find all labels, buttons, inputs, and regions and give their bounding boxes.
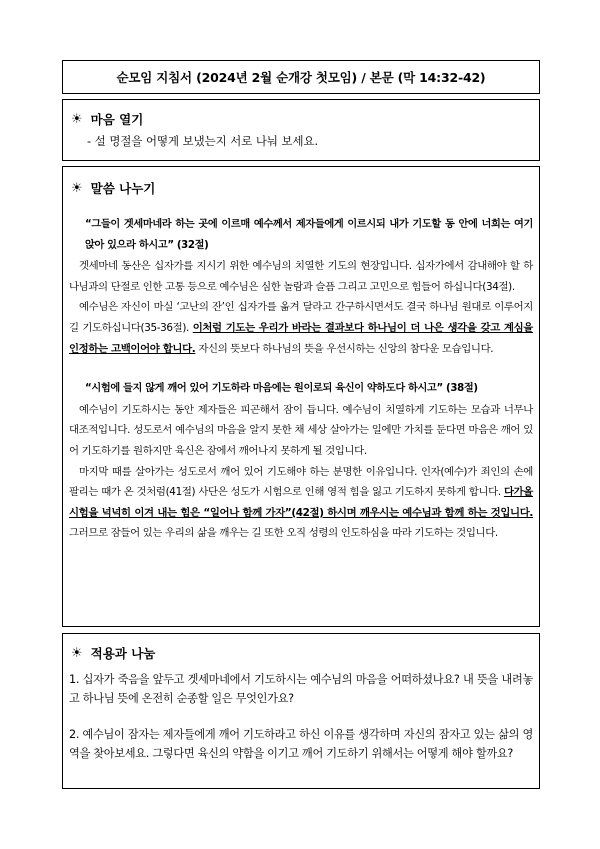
paragraph-text: 예수님은 자신이 마실 ‘고난의 잔’인 십자가를 옮겨 달라고 간구하시면서도 결국 하나님 원대로 이루어지길 기도하십니다(35-36절).: [69, 301, 533, 334]
section-heading-label: 말씀 나누기: [90, 181, 156, 196]
section-word-sharing: [62, 166, 540, 627]
paragraph: 겟세마네 동산은 십자가를 지시기 위한 예수님의 치열한 기도의 현장입니다. 십자가에서 감내해야 할 하나님과의 단절로 인한 고통 등으로 예수님은 심한 놀람과 슬픔 그리고 고민으로 힘들어 하십니다(34절).: [69, 260, 533, 293]
paragraph: 예수님이 기도하시는 동안 제자들은 피곤해서 잠이 듭니다. 예수님이 치열하게 기도하는 모습과 너무나 대조적입니다. 성도로서 예수님의 마음을 알지 못한 채 세상 살아가는 일에만 가치를 둔다면 마음은 깨어 있어 기도하기를 원하지만 육신은 잠에서 깨어나지 못하게 될 것입니다.: [69, 403, 533, 457]
section-heading: [71, 179, 155, 197]
section-heading: [71, 110, 143, 128]
application-question: 1. 십자가 죽음을 앞두고 겟세마네에서 기도하시는 예수님의 마음을 어떠하셨나요? 내 뜻을 내려놓고 하나님 뜻에 온전히 순종할 일은 무엇인가요?: [69, 673, 533, 705]
paragraph: [69, 297, 533, 359]
section-application: [62, 633, 540, 789]
scripture-quote: “시험에 들지 않게 깨어 있어 기도하라 마음에는 원이로되 육신이 약하도다 하시고” (38절): [85, 383, 478, 395]
highlighted-text: 다가올 시험을 넉넉히 이겨 내는 힘은 “일어나 함께 가자”(42절) 하시며 깨우시는 예수님과 함께 하는 것입니다.: [69, 486, 533, 519]
section-heading: [71, 644, 155, 662]
paragraph-text: 자신의 뜻보다 하나님의 뜻을 우선시하는 신앙의 참다운 모습입니다.: [195, 342, 494, 355]
section-open-heart: [62, 99, 540, 161]
open-heart-question: - 설 명절을 어떻게 보냈는지 서로 나눠 보세요.: [87, 134, 319, 148]
paragraph-text: 그러므로 잠들어 있는 우리의 삶을 깨우는 길 또한 오직 성령의 인도하심을 따라 기도하는 것입니다.: [69, 527, 498, 540]
document-title: 순모임 지침서 (2024년 2월 순개강 첫모임) / 본문 (막 14:32-42): [116, 70, 486, 85]
sun-icon: ☀: [71, 180, 83, 196]
section-heading-label: 마음 열기: [90, 112, 144, 127]
paragraph: [69, 462, 533, 544]
sun-icon: ☀: [71, 111, 83, 127]
word-sharing-body: [69, 215, 533, 544]
application-body: [69, 670, 533, 763]
scripture-quote: “그들이 겟세마네라 하는 곳에 이르매 예수께서 제자들에게 이르시되 내가 기도할 동 안에 너희는 여기 앉아 있으라 하시고” (32절): [85, 219, 533, 251]
section-heading-label: 적용과 나눔: [90, 646, 156, 661]
application-question: 2. 예수님이 잠자는 제자들에게 깨어 기도하라고 하신 이유를 생각하며 자신의 잠자고 있는 삶의 영역을 찾아보세요. 그렇다면 육신의 약함을 이기고 깨어 기도하기 위해서는 어떻게 해야 할까요?: [69, 728, 533, 760]
paragraph-text: 마지막 때를 살아가는 성도로서 깨어 있어 기도해야 하는 분명한 이유입니다. 인자(예수)가 죄인의 손에 팔리는 때가 온 것처럼(41절) 사단은 성도가 시험으로 인해 영적 힘을 잃고 기도하지 못하게 합니다.: [69, 465, 533, 499]
title-box: [62, 60, 540, 94]
highlighted-text: 이처럼 기도는 우리가 바라는 결과보다 하나님이 더 나은 생각을 갖고 계심을 인정하는 고백이어야 합니다.: [69, 321, 533, 355]
sun-icon: ☀: [71, 645, 83, 661]
